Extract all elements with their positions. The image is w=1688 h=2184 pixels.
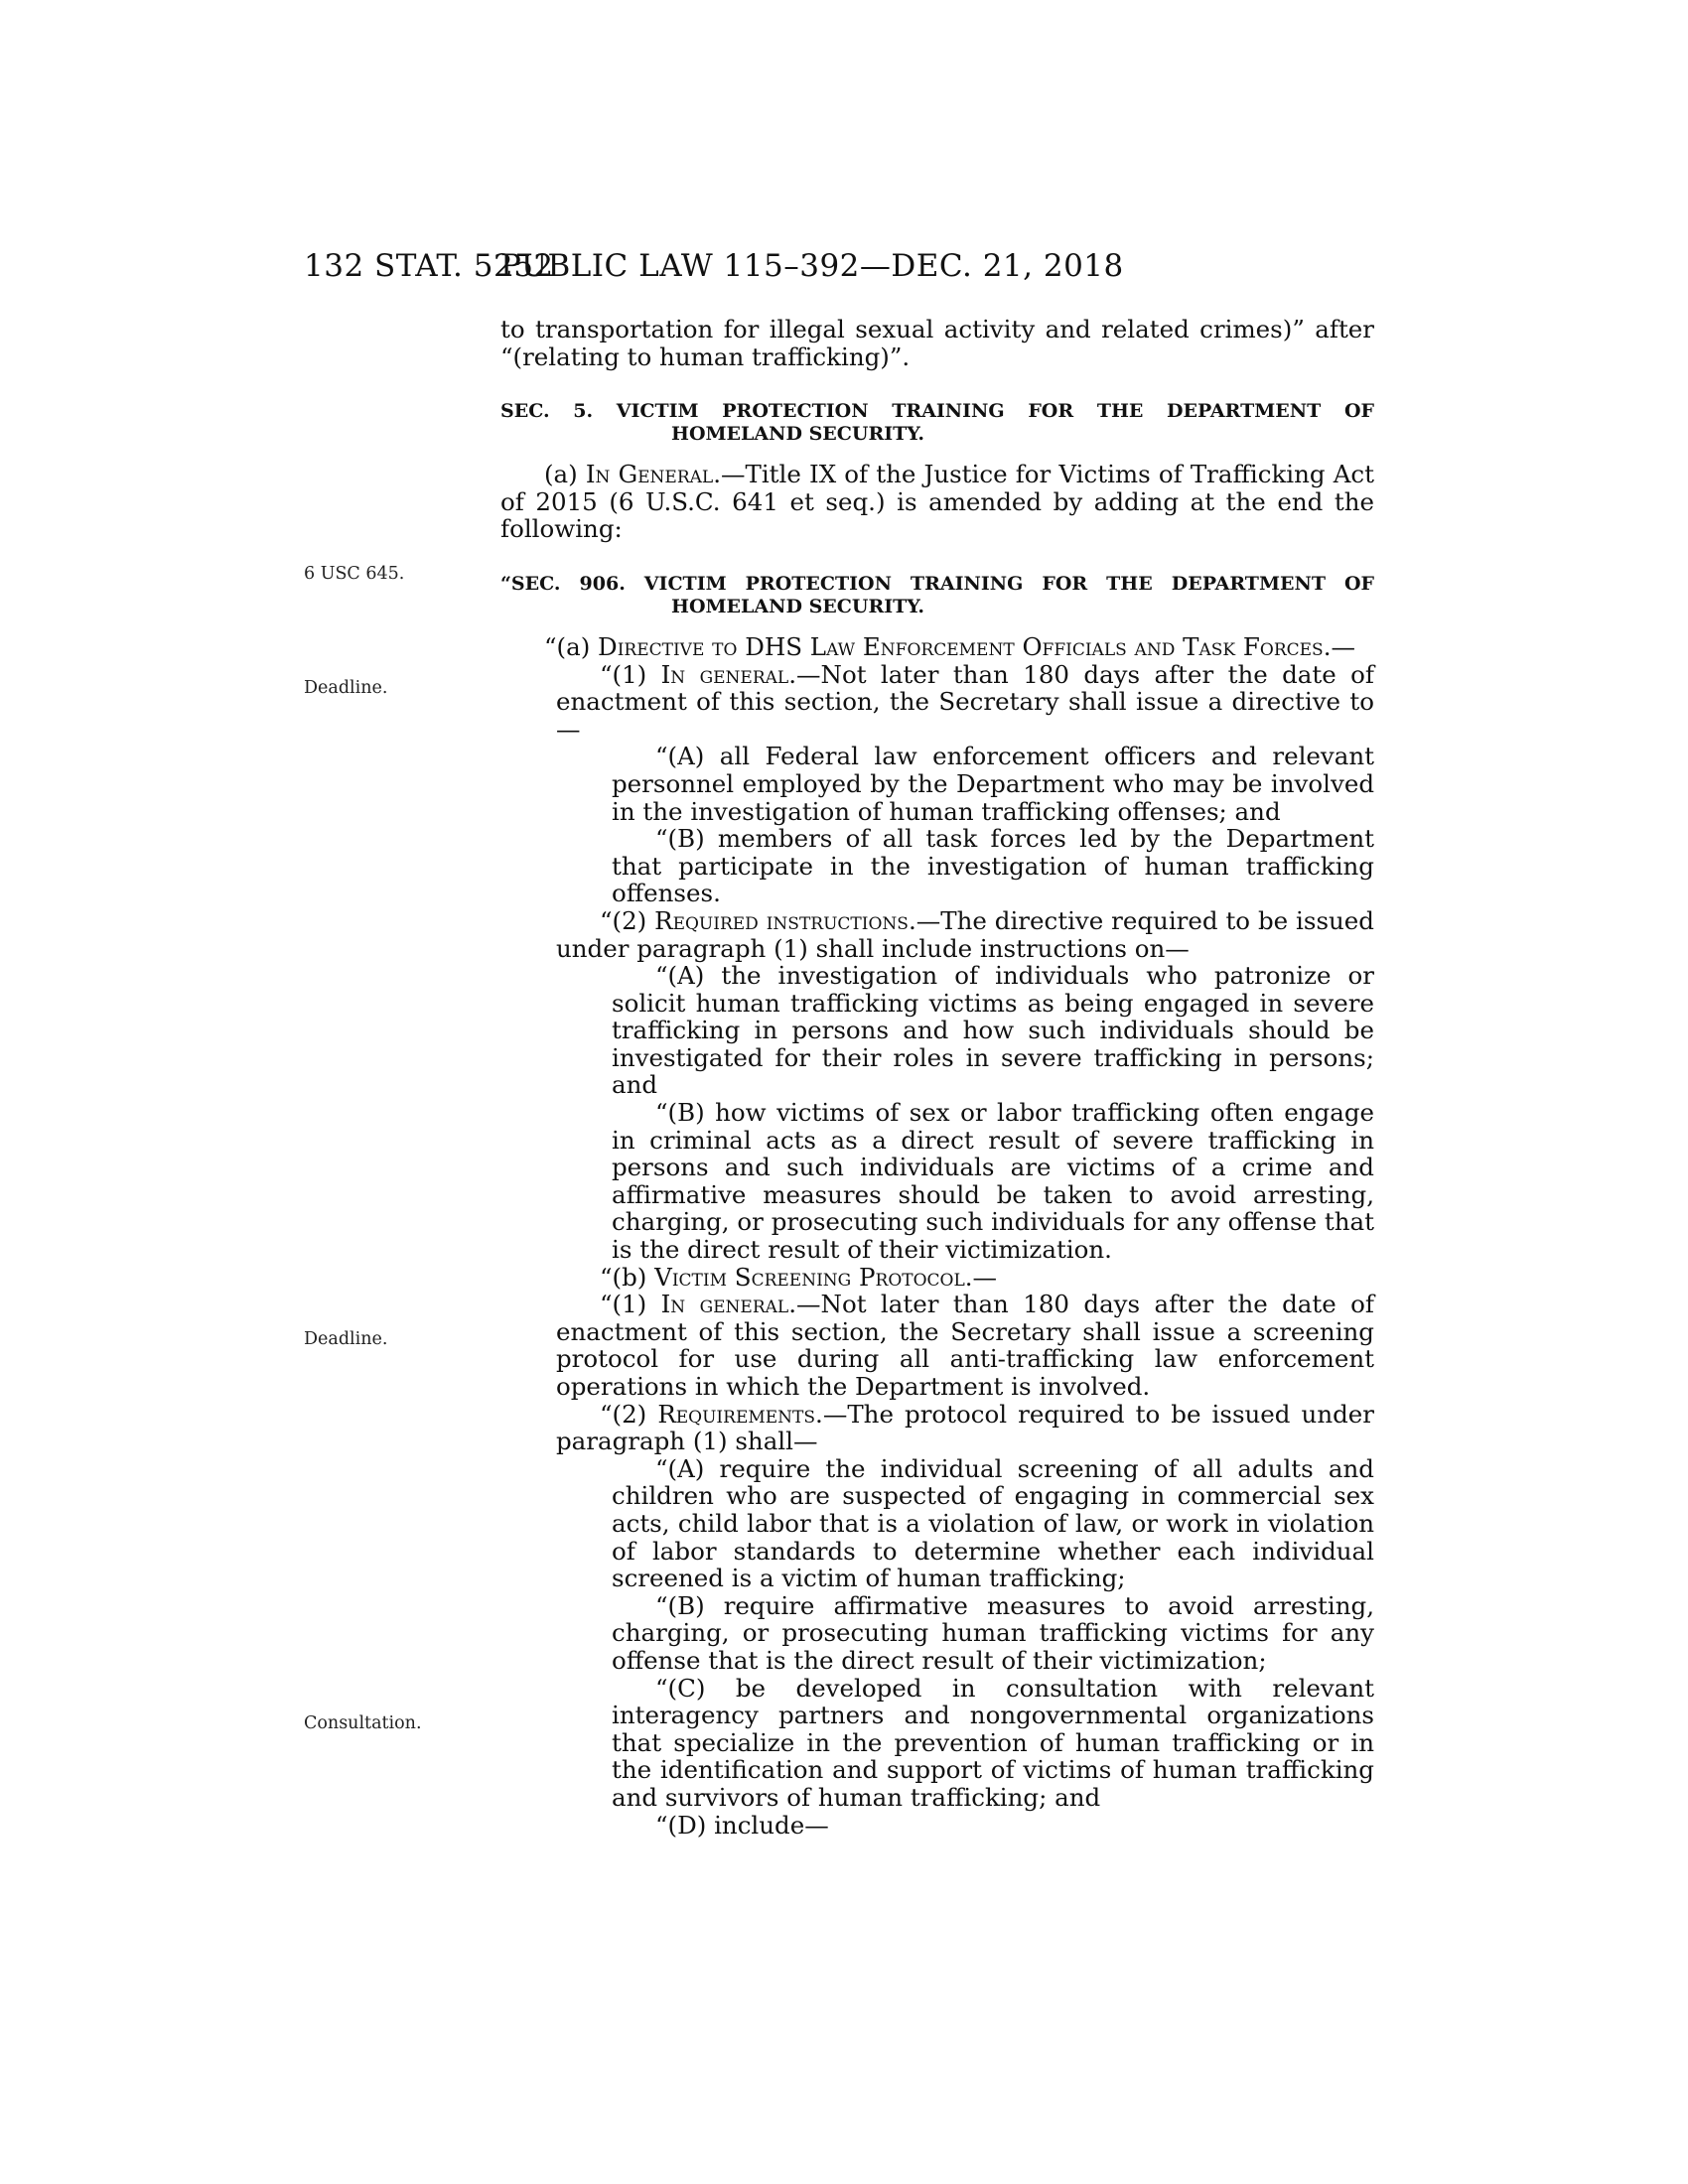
subparagraph-a2-B: “(B) how victims of sex or labor trafficking often engage in criminal acts as a direct result of severe trafficking in persons and such individuals are victims of a crime and affirmative measures should be taken to avoid arresting, charging, or prosecuting such individuals for any offense that is the direct result of their victimization. — [612, 1098, 1374, 1265]
paragraph-b2: “(2) Requirements.—The protocol required to be issued under paragraph (1) shall— — [556, 1399, 1374, 1456]
continued-paragraph: to transportation for illegal sexual activity and related crimes)” after “(relating to human trafficking)”. — [500, 315, 1374, 371]
subparagraph-a2-A: “(A) the investigation of individuals who patronize or solicit human trafficking victims as being engaged in severe trafficking in persons and how such individuals should be investigated for their roles in severe trafficking in persons; and — [612, 961, 1374, 1100]
running-header-title: PUBLIC LAW 115–392—DEC. 21, 2018 — [500, 248, 1124, 284]
document-body — [500, 316, 1374, 1839]
stat-page-number: 132 STAT. 5252 — [304, 248, 554, 284]
paragraph-a1: “(1) In general.—Not later than 180 days after the date of enactment of this section, the Secretary shall issue a directive to— — [556, 659, 1374, 744]
paragraph-b1: “(1) In general.—Not later than 180 days after the date of enactment of this section, the Secretary shall issue a screening protocol for use during all anti-trafficking law enforcement operations in which the Department is involved. — [556, 1290, 1374, 1401]
margin-note-deadline: Deadline. — [304, 678, 388, 698]
subparagraph-b2-B: “(B) require affirmative measures to avoid arresting, charging, or prosecuting human trafficking victims for any offense that is the direct result of their victimization; — [612, 1590, 1374, 1675]
subparagraph-b2-A: “(A) require the individual screening of all adults and children who are suspected of engaging in commercial sex acts, child labor that is a violation of law, or work in violation of labor standards to determine whether each individual screened is a victim of human trafficking; — [612, 1453, 1374, 1593]
margin-note-consultation: Consultation. — [304, 1713, 422, 1733]
subparagraph-b2-C: “(C) be developed in consultation with relevant interagency partners and nongovernmental organizations that specialize in the prevention of human trafficking or in the identification and support of victims of human trafficking and survivors of human trafficking; and — [612, 1673, 1374, 1812]
subparagraph-a1-B: “(B) members of all task forces led by the Department that participate in the investigation of human trafficking offenses. — [612, 824, 1374, 908]
subparagraph-a1-A: “(A) all Federal law enforcement officers and relevant personnel employed by the Department who may be involved in the investigation of human trafficking offenses; and — [612, 742, 1374, 826]
subparagraph-b2-D: “(D) include— — [655, 1810, 829, 1840]
subsection-a-general: (a) In General.—Title IX of the Justice for Victims of Trafficking Act of 2015 (6 U.S.C. 641 et seq.) is amended by adding at the end the following: — [500, 460, 1374, 544]
margin-note-deadline: Deadline. — [304, 1329, 388, 1349]
paragraph-a2: “(2) Required instructions.—The directive required to be issued under paragraph (1) shall include instructions on— — [556, 905, 1374, 963]
inserted-section-heading: “SEC. 906. VICTIM PROTECTION TRAINING FOR THE DEPARTMENT OF HOMELAND SECURITY. — [500, 572, 1374, 617]
subsection-a-directive: “(a) Directive to DHS Law Enforcement Officials and Task Forces.— — [544, 631, 1355, 661]
subsection-b-protocol: “(b) Victim Screening Protocol.— — [600, 1262, 998, 1292]
section-heading: SEC. 5. VICTIM PROTECTION TRAINING FOR THE DEPARTMENT OF HOMELAND SECURITY. — [500, 400, 1374, 446]
margin-note-usc: 6 USC 645. — [304, 564, 405, 584]
